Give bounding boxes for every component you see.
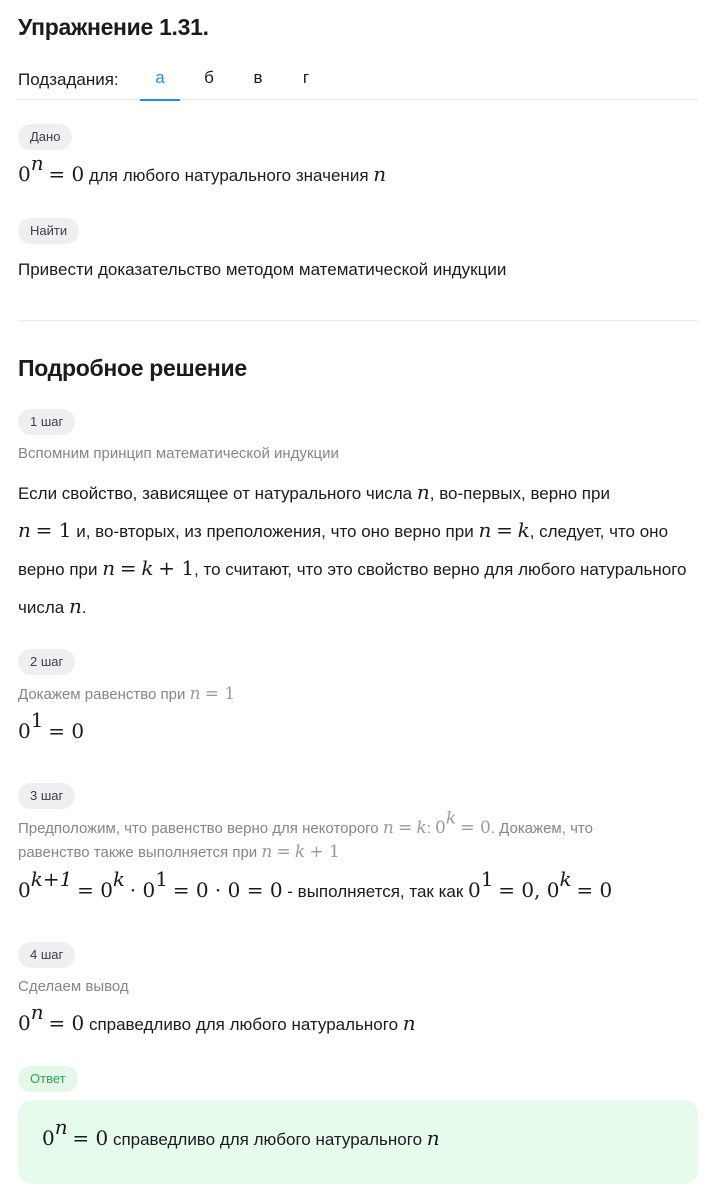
step-4-caption: Сделаем вывод — [18, 978, 129, 995]
answer-box — [18, 1100, 698, 1184]
step-3-caption: Предположим, что равенство верно для некоторого n = k: 0$^k$ = 0. Докажем, что — [18, 808, 593, 838]
step-4-conclusion: 0$^n$ = 0 справедливо для любого натурального n — [18, 1000, 416, 1035]
step-2-caption: Докажем равенство при n = 1 — [18, 684, 236, 704]
solution-heading: Подробное решение — [18, 355, 247, 381]
given-badge: Дано — [18, 124, 72, 150]
tab-a[interactable]: а — [140, 68, 180, 100]
find-badge: Найти — [18, 218, 79, 244]
step-3-badge: 3 шаг — [18, 783, 75, 809]
tab-g[interactable]: г — [302, 68, 310, 87]
given-statement: 0$^n$ = 0 для любого натурального значения n — [18, 151, 387, 186]
exercise-title: Упражнение 1.31. — [18, 14, 209, 40]
tab-v[interactable]: в — [253, 68, 263, 87]
step-3-equation: $0^{k+1} = 0^k \cdot 0^1 = 0 \cdot 0 = 0$ - выполняется, так как $0^1 = 0$, 0$^k$ = 0 — [18, 867, 613, 902]
tab-b[interactable]: б — [204, 68, 214, 87]
step-1-text: Если свойство, зависящее от натурального числа n, во-первых, верно при n = 1 и, во-вторых, из преположения, что оно верно при n = k, следует, что оно верно при n = k + 1, то считают, что это свойство верно для любого натурального числа n. — [18, 480, 687, 618]
step-2-equation: $0^1 = 0$ — [18, 708, 85, 743]
find-statement: Привести доказательство методом математической индукции — [18, 260, 507, 279]
section-divider — [18, 320, 698, 321]
step-1-caption: Вспомним принцип математической индукции — [18, 445, 339, 462]
step-4-badge: 4 шаг — [18, 942, 75, 968]
step-3-caption-cont: равенство также выполняется при n = k + 1 — [18, 842, 340, 862]
subtasks-label: Подзадания: — [18, 70, 119, 89]
step-2-badge: 2 шаг — [18, 649, 75, 675]
subtasks-tabs — [18, 62, 698, 100]
step-1-badge: 1 шаг — [18, 409, 75, 435]
answer-text: 0$^n$ = 0 справедливо для любого натурального n — [42, 1115, 440, 1150]
answer-badge: Ответ — [18, 1066, 78, 1092]
